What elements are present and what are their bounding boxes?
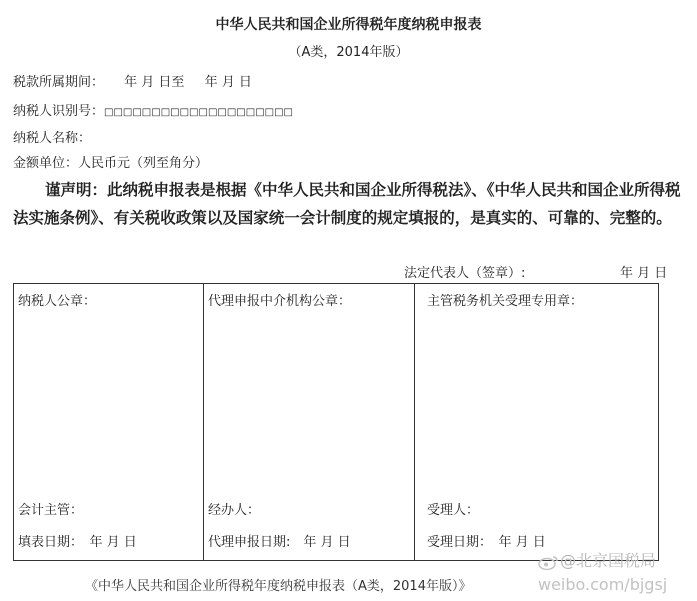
tax-authority-seal-cell	[415, 284, 659, 561]
taxpayer-id-boxes: □□□□□□□□□□□□□□□□□□□□	[104, 107, 293, 118]
taxpayer-seal-label: 纳税人公章：	[18, 294, 97, 309]
signature-table	[13, 283, 659, 561]
handler-label: 经办人：	[208, 503, 261, 518]
receiver-label: 受理人：	[427, 503, 480, 518]
receipt-date-label: 受理日期： 年 月 日	[427, 535, 546, 550]
taxpayer-id-label: 纳税人识别号：	[13, 104, 105, 119]
form-subtitle: （A类，2014年版）	[288, 45, 409, 60]
accounting-supervisor-label: 会计主管：	[18, 503, 84, 518]
agent-date-label: 代理申报日期: 年 月 日	[208, 535, 351, 550]
footer-caption: 《中华人民共和国企业所得税年度纳税申报表（A类，2014年版）》	[85, 579, 472, 594]
tax-authority-seal-label: 主管税务机关受理专用章：	[427, 294, 584, 309]
tax-period-from: 年 月 日至	[124, 75, 185, 90]
watermark-url: weibo.com/bjgsj	[538, 575, 668, 594]
currency-unit-label: 金额单位：人民币元（列至角分）	[13, 156, 209, 171]
declaration-text: 谨声明：此纳税申报表是根据《中华人民共和国企业所得税法》、《中华人民共和国企业所得税法实施条例》、有关税收政策以及国家统一会计制度的规定填报的，是真实的、可靠的、完整的。	[13, 180, 681, 227]
legal-representative-label: 法定代表人（签章）:	[404, 266, 526, 281]
weibo-icon	[538, 554, 560, 570]
agent-seal-cell	[204, 284, 415, 561]
legal-representative-date: 年 月 日	[620, 266, 668, 281]
agent-seal-label: 代理申报中介机构公章：	[208, 294, 352, 309]
taxpayer-id-row	[13, 100, 293, 119]
taxpayer-seal-cell	[14, 284, 204, 561]
fill-date-label: 填表日期： 年 月 日	[18, 535, 137, 550]
watermark-name	[538, 548, 656, 571]
tax-period-to: 年 月 日	[204, 75, 252, 90]
form-title: 中华人民共和国企业所得税年度纳税申报表	[215, 17, 482, 33]
tax-period-row	[13, 71, 252, 90]
taxpayer-name-label: 纳税人名称：	[13, 131, 92, 146]
tax-period-label: 税款所属期间：	[13, 75, 105, 90]
watermark-name-text: @北京国税局	[560, 551, 657, 570]
